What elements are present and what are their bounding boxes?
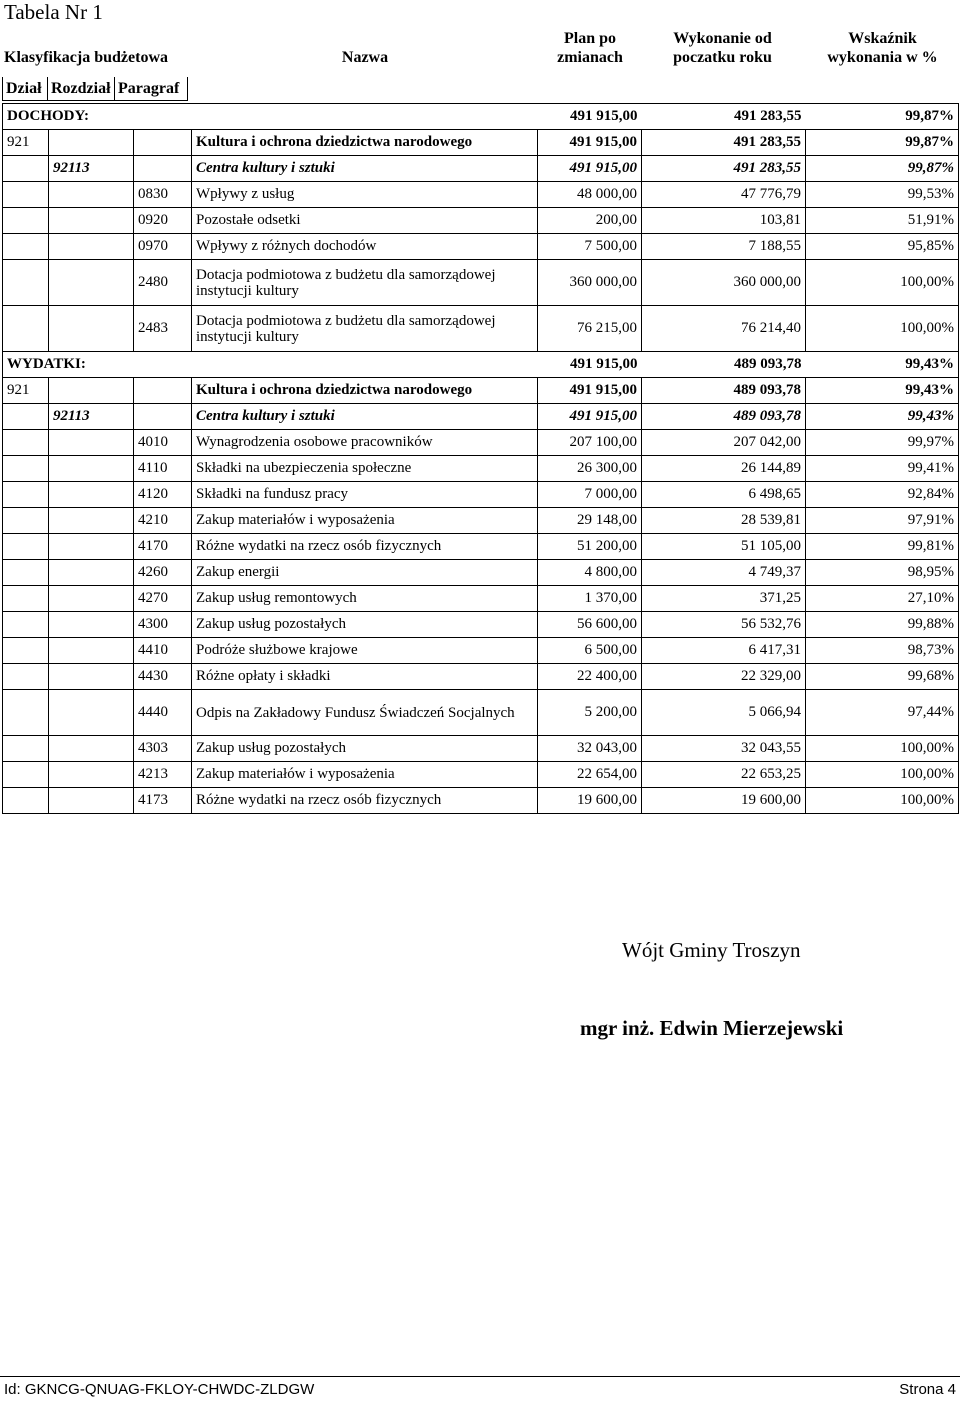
- paragraf-wykonanie: 5 066,94: [642, 690, 806, 736]
- footer-divider: [0, 1376, 960, 1377]
- paragraf-wykonanie: 207 042,00: [642, 430, 806, 456]
- paragraf-wykonanie: 6 417,31: [642, 638, 806, 664]
- page-number: Strona 4: [899, 1381, 956, 1398]
- paragraf-wykonanie: 76 214,40: [642, 306, 806, 352]
- paragraf-wykonanie: 19 600,00: [642, 788, 806, 814]
- paragraf-plan: 7 000,00: [538, 482, 642, 508]
- paragraf-row: [3, 430, 959, 456]
- paragraf-wskaznik: 100,00%: [806, 306, 959, 352]
- section-label: WYDATKI:: [3, 352, 538, 378]
- empty-cell: [49, 260, 134, 306]
- paragraf-plan: 5 200,00: [538, 690, 642, 736]
- budget-table: [2, 103, 959, 814]
- paragraf-wskaznik: 98,73%: [806, 638, 959, 664]
- dzial-name: Kultura i ochrona dziedzictwa narodowego: [192, 378, 538, 404]
- paragraf-code: 0830: [134, 182, 192, 208]
- empty-cell: [3, 664, 49, 690]
- rozdzial-wskaznik: 99,43%: [806, 404, 959, 430]
- rozdzial-row: [3, 404, 959, 430]
- paragraf-code: 4120: [134, 482, 192, 508]
- empty-cell: [3, 508, 49, 534]
- section-label: DOCHODY:: [3, 104, 538, 130]
- empty-cell: [49, 638, 134, 664]
- paragraf-code: 2480: [134, 260, 192, 306]
- paragraf-plan: 56 600,00: [538, 612, 642, 638]
- empty-cell: [49, 664, 134, 690]
- paragraf-name: Dotacja podmiotowa z budżetu dla samorządowej instytucji kultury: [192, 306, 538, 352]
- paragraf-name: Dotacja podmiotowa z budżetu dla samorządowej instytucji kultury: [192, 260, 538, 306]
- paragraf-name: Zakup usług pozostałych: [192, 612, 538, 638]
- paragraf-plan: 7 500,00: [538, 234, 642, 260]
- paragraf-code: 4170: [134, 534, 192, 560]
- paragraf-wykonanie: 26 144,89: [642, 456, 806, 482]
- section-plan: 491 915,00: [538, 104, 642, 130]
- table-title: Tabela Nr 1: [4, 0, 103, 24]
- signature-title: Wójt Gminy Troszyn: [622, 938, 801, 962]
- empty-cell: [3, 182, 49, 208]
- paragraf-plan: 360 000,00: [538, 260, 642, 306]
- rozdzial-wskaznik: 99,87%: [806, 156, 959, 182]
- empty-cell: [49, 690, 134, 736]
- empty-cell: [3, 534, 49, 560]
- dzial-code: 921: [3, 378, 49, 404]
- paragraf-plan: 200,00: [538, 208, 642, 234]
- empty-cell: [49, 208, 134, 234]
- paragraf-wskaznik: 92,84%: [806, 482, 959, 508]
- paragraf-wskaznik: 99,41%: [806, 456, 959, 482]
- paragraf-row: [3, 664, 959, 690]
- paragraf-wskaznik: 100,00%: [806, 736, 959, 762]
- paragraf-wykonanie: 371,25: [642, 586, 806, 612]
- paragraf-code: 0970: [134, 234, 192, 260]
- paragraf-code: 4210: [134, 508, 192, 534]
- paragraf-plan: 32 043,00: [538, 736, 642, 762]
- paragraf-code: 4430: [134, 664, 192, 690]
- paragraf-plan: 29 148,00: [538, 508, 642, 534]
- paragraf-wykonanie: 360 000,00: [642, 260, 806, 306]
- paragraf-code: 4440: [134, 690, 192, 736]
- empty-cell: [3, 560, 49, 586]
- rozdzial-name: Centra kultury i sztuki: [192, 404, 538, 430]
- dzial-wykonanie: 491 283,55: [642, 130, 806, 156]
- paragraf-row: [3, 762, 959, 788]
- paragraf-row: [3, 788, 959, 814]
- paragraf-wskaznik: 99,97%: [806, 430, 959, 456]
- column-subheaders: [2, 77, 188, 101]
- paragraf-wykonanie: 56 532,76: [642, 612, 806, 638]
- paragraf-wskaznik: 27,10%: [806, 586, 959, 612]
- paragraf-plan: 22 400,00: [538, 664, 642, 690]
- paragraf-name: Zakup materiałów i wyposażenia: [192, 762, 538, 788]
- signature-name: mgr inż. Edwin Mierzejewski: [580, 1016, 844, 1040]
- dzial-plan: 491 915,00: [538, 130, 642, 156]
- paragraf-row: [3, 482, 959, 508]
- paragraf-wskaznik: 99,68%: [806, 664, 959, 690]
- dzial-row: [3, 130, 959, 156]
- paragraf-row: [3, 612, 959, 638]
- empty-cell: [49, 482, 134, 508]
- paragraf-code: 2483: [134, 306, 192, 352]
- empty-cell: [134, 130, 192, 156]
- empty-cell: [3, 612, 49, 638]
- paragraf-wskaznik: 100,00%: [806, 788, 959, 814]
- paragraf-code: 4110: [134, 456, 192, 482]
- paragraf-name: Różne wydatki na rzecz osób fizycznych: [192, 788, 538, 814]
- paragraf-wskaznik: 97,44%: [806, 690, 959, 736]
- header-wykonanie: Wykonanie od poczatku roku: [673, 30, 772, 66]
- paragraf-plan: 22 654,00: [538, 762, 642, 788]
- paragraf-plan: 51 200,00: [538, 534, 642, 560]
- paragraf-wskaznik: 99,88%: [806, 612, 959, 638]
- document-id: Id: GKNCG-QNUAG-FKLOY-CHWDC-ZLDGW: [4, 1381, 315, 1398]
- paragraf-wskaznik: 99,53%: [806, 182, 959, 208]
- paragraf-row: [3, 560, 959, 586]
- header-dzial: Dział: [2, 77, 48, 101]
- paragraf-row: [3, 182, 959, 208]
- paragraf-code: 4300: [134, 612, 192, 638]
- header-plan: Plan po zmianach: [557, 30, 623, 66]
- paragraf-wskaznik: 95,85%: [806, 234, 959, 260]
- empty-cell: [49, 130, 134, 156]
- empty-cell: [49, 534, 134, 560]
- empty-cell: [49, 378, 134, 404]
- paragraf-row: [3, 638, 959, 664]
- empty-cell: [49, 586, 134, 612]
- empty-cell: [3, 208, 49, 234]
- paragraf-row: [3, 456, 959, 482]
- dzial-wykonanie: 489 093,78: [642, 378, 806, 404]
- paragraf-wykonanie: 47 776,79: [642, 182, 806, 208]
- paragraf-code: 4303: [134, 736, 192, 762]
- empty-cell: [49, 508, 134, 534]
- header-wskaznik: Wskaźnik wykonania w %: [827, 30, 938, 66]
- dzial-code: 921: [3, 130, 49, 156]
- paragraf-row: [3, 260, 959, 306]
- paragraf-row: [3, 508, 959, 534]
- paragraf-row: [3, 586, 959, 612]
- paragraf-plan: 48 000,00: [538, 182, 642, 208]
- empty-cell: [3, 762, 49, 788]
- paragraf-code: 0920: [134, 208, 192, 234]
- dzial-name: Kultura i ochrona dziedzictwa narodowego: [192, 130, 538, 156]
- paragraf-code: 4410: [134, 638, 192, 664]
- empty-cell: [49, 612, 134, 638]
- empty-cell: [3, 690, 49, 736]
- paragraf-row: [3, 306, 959, 352]
- empty-cell: [49, 560, 134, 586]
- empty-cell: [49, 182, 134, 208]
- paragraf-wskaznik: 100,00%: [806, 762, 959, 788]
- empty-cell: [49, 762, 134, 788]
- dzial-row: [3, 378, 959, 404]
- paragraf-name: Podróże służbowe krajowe: [192, 638, 538, 664]
- dzial-plan: 491 915,00: [538, 378, 642, 404]
- paragraf-plan: 207 100,00: [538, 430, 642, 456]
- paragraf-row: [3, 690, 959, 736]
- paragraf-wykonanie: 51 105,00: [642, 534, 806, 560]
- paragraf-row: [3, 534, 959, 560]
- paragraf-plan: 6 500,00: [538, 638, 642, 664]
- paragraf-wykonanie: 6 498,65: [642, 482, 806, 508]
- paragraf-name: Zakup usług pozostałych: [192, 736, 538, 762]
- section-wydatki-row: [3, 352, 959, 378]
- paragraf-code: 4260: [134, 560, 192, 586]
- header-rozdzial: Rozdział: [48, 77, 115, 101]
- header-nazwa: Nazwa: [341, 49, 389, 66]
- paragraf-name: Wynagrodzenia osobowe pracowników: [192, 430, 538, 456]
- paragraf-wskaznik: 97,91%: [806, 508, 959, 534]
- empty-cell: [3, 404, 49, 430]
- paragraf-wykonanie: 22 653,25: [642, 762, 806, 788]
- dzial-wskaznik: 99,87%: [806, 130, 959, 156]
- paragraf-wskaznik: 51,91%: [806, 208, 959, 234]
- paragraf-wykonanie: 103,81: [642, 208, 806, 234]
- rozdzial-plan: 491 915,00: [538, 156, 642, 182]
- empty-cell: [3, 482, 49, 508]
- empty-cell: [3, 638, 49, 664]
- section-wskaznik: 99,43%: [806, 352, 959, 378]
- rozdzial-code: 92113: [49, 404, 134, 430]
- paragraf-name: Wpływy z różnych dochodów: [192, 234, 538, 260]
- empty-cell: [49, 788, 134, 814]
- empty-cell: [3, 234, 49, 260]
- section-dochody-row: [3, 104, 959, 130]
- empty-cell: [3, 788, 49, 814]
- paragraf-plan: 76 215,00: [538, 306, 642, 352]
- paragraf-wykonanie: 4 749,37: [642, 560, 806, 586]
- empty-cell: [49, 234, 134, 260]
- paragraf-wykonanie: 7 188,55: [642, 234, 806, 260]
- paragraf-name: Wpływy z usług: [192, 182, 538, 208]
- paragraf-row: [3, 208, 959, 234]
- rozdzial-name: Centra kultury i sztuki: [192, 156, 538, 182]
- paragraf-row: [3, 736, 959, 762]
- paragraf-plan: 19 600,00: [538, 788, 642, 814]
- empty-cell: [3, 306, 49, 352]
- empty-cell: [134, 404, 192, 430]
- section-wykonanie: 489 093,78: [642, 352, 806, 378]
- paragraf-name: Różne wydatki na rzecz osób fizycznych: [192, 534, 538, 560]
- paragraf-wskaznik: 100,00%: [806, 260, 959, 306]
- paragraf-name: Odpis na Zakładowy Fundusz Świadczeń Socjalnych: [192, 690, 538, 736]
- dzial-wskaznik: 99,43%: [806, 378, 959, 404]
- empty-cell: [3, 456, 49, 482]
- empty-cell: [3, 156, 49, 182]
- section-wykonanie: 491 283,55: [642, 104, 806, 130]
- paragraf-wykonanie: 32 043,55: [642, 736, 806, 762]
- empty-cell: [3, 430, 49, 456]
- empty-cell: [3, 736, 49, 762]
- paragraf-code: 4010: [134, 430, 192, 456]
- empty-cell: [134, 378, 192, 404]
- paragraf-code: 4270: [134, 586, 192, 612]
- paragraf-wykonanie: 22 329,00: [642, 664, 806, 690]
- paragraf-wykonanie: 28 539,81: [642, 508, 806, 534]
- empty-cell: [134, 156, 192, 182]
- paragraf-code: 4213: [134, 762, 192, 788]
- rozdzial-plan: 491 915,00: [538, 404, 642, 430]
- paragraf-name: Składki na fundusz pracy: [192, 482, 538, 508]
- rozdzial-wykonanie: 491 283,55: [642, 156, 806, 182]
- header-paragraf: Paragraf: [115, 77, 188, 101]
- empty-cell: [49, 306, 134, 352]
- paragraf-wskaznik: 99,81%: [806, 534, 959, 560]
- paragraf-name: Składki na ubezpieczenia społeczne: [192, 456, 538, 482]
- paragraf-name: Pozostałe odsetki: [192, 208, 538, 234]
- empty-cell: [49, 456, 134, 482]
- rozdzial-wykonanie: 489 093,78: [642, 404, 806, 430]
- paragraf-name: Zakup usług remontowych: [192, 586, 538, 612]
- paragraf-row: [3, 234, 959, 260]
- paragraf-plan: 1 370,00: [538, 586, 642, 612]
- paragraf-name: Różne opłaty i składki: [192, 664, 538, 690]
- section-wskaznik: 99,87%: [806, 104, 959, 130]
- section-plan: 491 915,00: [538, 352, 642, 378]
- empty-cell: [3, 260, 49, 306]
- paragraf-name: Zakup materiałów i wyposażenia: [192, 508, 538, 534]
- empty-cell: [49, 736, 134, 762]
- paragraf-plan: 26 300,00: [538, 456, 642, 482]
- paragraf-name: Zakup energii: [192, 560, 538, 586]
- empty-cell: [49, 430, 134, 456]
- rozdzial-row: [3, 156, 959, 182]
- paragraf-code: 4173: [134, 788, 192, 814]
- paragraf-wskaznik: 98,95%: [806, 560, 959, 586]
- rozdzial-code: 92113: [49, 156, 134, 182]
- header-klasyfikacja: Klasyfikacja budżetowa: [4, 49, 168, 66]
- empty-cell: [3, 586, 49, 612]
- paragraf-plan: 4 800,00: [538, 560, 642, 586]
